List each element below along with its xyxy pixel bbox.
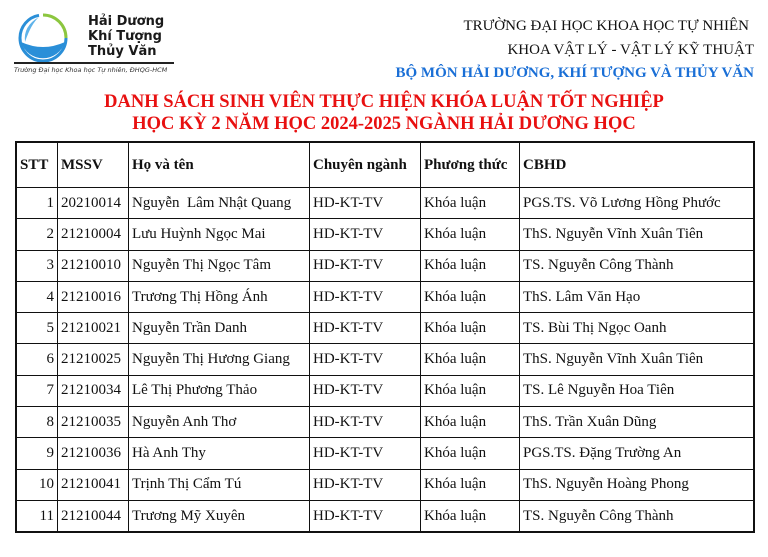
department-logo [10,8,200,78]
header-mssv: MSSV [58,142,129,188]
cell-mssv: 21210035 [58,407,129,438]
department-name: BỘ MÔN HẢI DƯƠNG, KHÍ TƯỢNG VÀ THỦY VĂN [395,65,754,81]
cell-major: HD-KT-TV [310,313,421,344]
cell-mssv: 21210036 [58,438,129,469]
cell-full-name: Trương Thị Hồng Ánh [129,281,310,312]
table-row [16,219,754,250]
cell-method: Khóa luận [421,188,520,219]
cell-major: HD-KT-TV [310,219,421,250]
cell-method: Khóa luận [421,438,520,469]
cell-mssv: 21210041 [58,469,129,500]
cell-mssv: 21210016 [58,281,129,312]
cell-method: Khóa luận [421,250,520,281]
cell-full-name: Trịnh Thị Cẩm Tú [129,469,310,500]
table-row [16,375,754,406]
cell-major: HD-KT-TV [310,407,421,438]
cell-full-name: Lê Thị Phương Thảo [129,375,310,406]
wave-circle-logo-icon [17,12,69,64]
cell-major: HD-KT-TV [310,344,421,375]
document-subtitle: HỌC KỲ 2 NĂM HỌC 2024-2025 NGÀNH HẢI DƯƠNG HỌC [132,114,636,134]
table-row [16,250,754,281]
table-row [16,281,754,312]
cell-stt: 11 [16,500,58,532]
cell-advisor: TS. Nguyễn Công Thành [520,250,755,281]
cell-stt: 1 [16,188,58,219]
document-title: DANH SÁCH SINH VIÊN THỰC HIỆN KHÓA LUẬN TỐT NGHIỆP [104,92,664,112]
cell-stt: 2 [16,219,58,250]
cell-mssv: 20210014 [58,188,129,219]
cell-major: HD-KT-TV [310,375,421,406]
cell-advisor: ThS. Nguyễn Vĩnh Xuân Tiên [520,219,755,250]
cell-mssv: 21210034 [58,375,129,406]
cell-advisor: TS. Nguyễn Công Thành [520,500,755,532]
cell-stt: 5 [16,313,58,344]
cell-full-name: Nguyễn Thị Ngọc Tâm [129,250,310,281]
cell-stt: 3 [16,250,58,281]
logo-line-3: Thủy Văn [88,44,157,59]
cell-full-name: Nguyễn Lâm Nhật Quang [129,188,310,219]
cell-advisor: ThS. Trần Xuân Dũng [520,407,755,438]
cell-mssv: 21210044 [58,500,129,532]
cell-method: Khóa luận [421,469,520,500]
table-row [16,407,754,438]
cell-full-name: Lưu Huỳnh Ngọc Mai [129,219,310,250]
table-row [16,344,754,375]
cell-major: HD-KT-TV [310,469,421,500]
logo-line-2: Khí Tượng [88,29,162,44]
student-list-table [15,141,755,533]
table-row [16,313,754,344]
cell-method: Khóa luận [421,344,520,375]
cell-mssv: 21210021 [58,313,129,344]
cell-full-name: Nguyễn Trần Danh [129,313,310,344]
table-row [16,438,754,469]
cell-advisor: PGS.TS. Võ Lương Hồng Phước [520,188,755,219]
header-advisor: CBHD [520,142,755,188]
cell-stt: 10 [16,469,58,500]
cell-advisor: PGS.TS. Đặng Trường An [520,438,755,469]
cell-stt: 7 [16,375,58,406]
cell-major: HD-KT-TV [310,250,421,281]
cell-stt: 8 [16,407,58,438]
logo-subtitle: Trường Đại học Khoa học Tự nhiên, ĐHQG-HCM [14,66,168,74]
cell-stt: 4 [16,281,58,312]
logo-line-1: Hải Dương [88,14,165,29]
cell-mssv: 21210010 [58,250,129,281]
cell-method: Khóa luận [421,219,520,250]
cell-major: HD-KT-TV [310,188,421,219]
cell-method: Khóa luận [421,407,520,438]
table-row [16,500,754,532]
cell-method: Khóa luận [421,375,520,406]
cell-advisor: ThS. Lâm Văn Hạo [520,281,755,312]
cell-full-name: Trương Mỹ Xuyên [129,500,310,532]
table-row [16,188,754,219]
cell-advisor: TS. Bùi Thị Ngọc Oanh [520,313,755,344]
cell-major: HD-KT-TV [310,281,421,312]
cell-full-name: Nguyễn Thị Hương Giang [129,344,310,375]
logo-divider [14,62,174,64]
header-full-name: Họ và tên [129,142,310,188]
table-row [16,469,754,500]
header-method: Phương thức [421,142,520,188]
faculty-name: KHOA VẬT LÝ - VẬT LÝ KỸ THUẬT [507,42,754,58]
cell-method: Khóa luận [421,500,520,532]
cell-full-name: Nguyễn Anh Thơ [129,407,310,438]
table-header-row [16,142,754,188]
cell-advisor: TS. Lê Nguyễn Hoa Tiên [520,375,755,406]
cell-major: HD-KT-TV [310,438,421,469]
header-major: Chuyên ngành [310,142,421,188]
cell-major: HD-KT-TV [310,500,421,532]
cell-stt: 9 [16,438,58,469]
cell-stt: 6 [16,344,58,375]
cell-advisor: ThS. Nguyễn Hoàng Phong [520,469,755,500]
university-name: TRƯỜNG ĐẠI HỌC KHOA HỌC TỰ NHIÊN [463,18,749,34]
cell-full-name: Hà Anh Thy [129,438,310,469]
cell-method: Khóa luận [421,313,520,344]
cell-method: Khóa luận [421,281,520,312]
cell-mssv: 21210025 [58,344,129,375]
cell-mssv: 21210004 [58,219,129,250]
header-stt: STT [16,142,58,188]
cell-advisor: ThS. Nguyễn Vĩnh Xuân Tiên [520,344,755,375]
logo-wordmark [88,14,164,59]
